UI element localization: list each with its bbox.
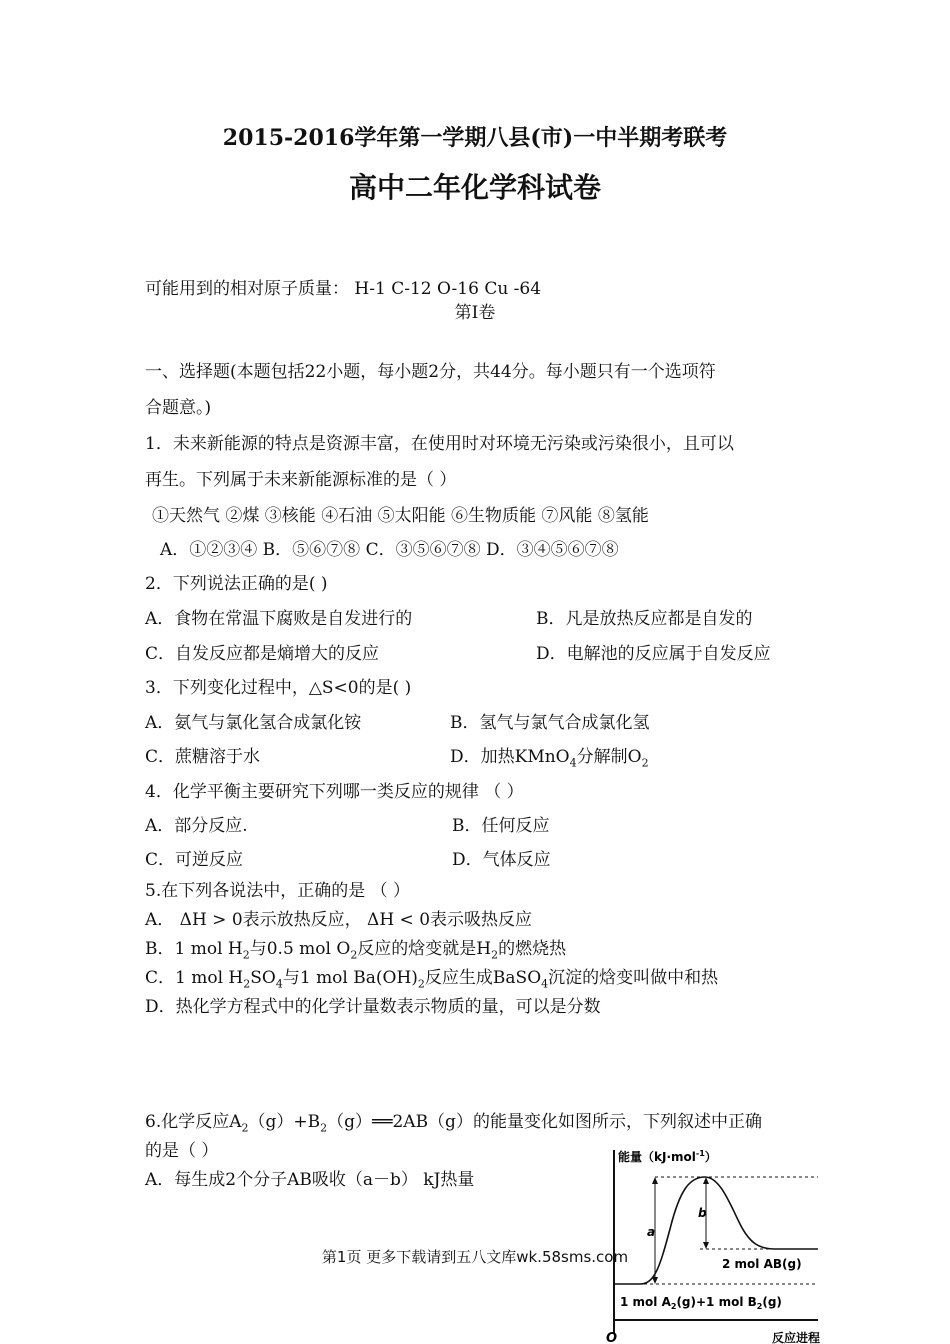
q4-option-a: A．部分反应.: [145, 816, 248, 836]
q4-option-b: B．任何反应: [452, 816, 550, 836]
q3-option-d: D．加热KMnO$_4$分解制$O_2$: [450, 747, 649, 770]
exam-title: 高中二年化学科试卷: [348, 171, 601, 204]
q2-option-c: C．自发反应都是熵增大的反应: [145, 644, 380, 664]
x-axis-label: 反应进程: [772, 1331, 820, 1344]
y-axis-label: 能量（kJ·mol$^{-1}$）: [618, 1149, 717, 1164]
q3-stem: 3．下列变化过程中，△S<0的是( ): [145, 678, 412, 698]
q5-option-d: D．热化学方程式中的化学计量数表示物质的量，可以是分数: [145, 997, 601, 1017]
energy-diagram: [600, 1144, 820, 1344]
q1-stem-cont: 再生。下列属于未来新能源标准的是（ ）: [145, 470, 457, 490]
q6-option-a: A．每生成2个分子AB吸收（a－b） kJ热量: [145, 1170, 475, 1190]
q1-items: ①天然气 ②煤 ③核能 ④石油 ⑤太阳能 ⑥生物质能 ⑦风能 ⑧氢能: [152, 506, 649, 526]
page-footer: 第1页 更多下载请到五八文库wk.58sms.com: [321, 1248, 629, 1266]
q6-stem-cont: 的是（ ）: [145, 1141, 219, 1161]
q1-stem: 1．未来新能源的特点是资源丰富，在使用时对环境无污染或污染很小，且可以: [145, 434, 734, 454]
q5-option-c: C．1 mol $H_2SO_4$与1 mol $Ba(OH)_2$反应生成BaSO$_4$沉淀的焓变叫做中和热: [145, 968, 719, 991]
q3-option-c: C．蔗糖溶于水: [145, 747, 261, 767]
q2-stem: 2．下列说法正确的是( ): [145, 574, 328, 594]
q5-option-a: A． ΔH > 0表示放热反应， ΔH < 0表示吸热反应: [145, 910, 533, 930]
volume-label: 第Ⅰ卷: [454, 303, 496, 323]
q5-option-b: B．1 mol $H_2$与0.5 mol $O_2$反应的焓变就是$H_2$的燃烧热: [145, 939, 567, 962]
q1-options: A．①②③④ B．⑤⑥⑦⑧ C．③⑤⑥⑦⑧ D．③④⑤⑥⑦⑧: [160, 540, 619, 560]
section-heading: 一、选择题(本题包括22小题，每小题2分，共44分。每小题只有一个选项符: [145, 362, 716, 382]
label-a: a: [647, 1225, 656, 1239]
q4-option-c: C．可逆反应: [145, 850, 244, 870]
q4-option-d: D．气体反应: [452, 850, 551, 870]
q3-option-b: B．氢气与氯气合成氯化氢: [450, 713, 650, 733]
exam-header-line1: 2015-2016学年第一学期八县(市)一中半期考联考: [222, 125, 728, 151]
section-heading-cont: 合题意。): [145, 398, 212, 418]
q3-option-a: A．氨气与氯化氢合成氯化铵: [145, 713, 362, 733]
label-b: b: [698, 1206, 707, 1220]
q2-option-a: A．食物在常温下腐败是自发进行的: [145, 609, 413, 629]
reactant-label: 1 mol $A_2(g)+1$ mol $B_2(g)$: [620, 1295, 782, 1311]
q2-option-d: D．电解池的反应属于自发反应: [536, 644, 771, 664]
q4-stem: 4．化学平衡主要研究下列哪一类反应的规律 （ ）: [145, 782, 524, 802]
product-label: 2 mol AB(g): [722, 1257, 802, 1271]
q6-stem: 6.化学反应$A_2(g)+B_2(g)══2AB(g)$的能量变化如图所示，下列叙述中正确: [145, 1112, 762, 1135]
origin-label: O: [606, 1331, 618, 1344]
atomic-mass-line: 可能用到的相对原子质量： H-1 C-12 O-16 Cu -64: [145, 279, 542, 299]
q5-stem: 5.在下列各说法中，正确的是 （ ）: [145, 881, 411, 901]
a-arrow-head-top: [652, 1177, 658, 1184]
q2-option-b: B．凡是放热反应都是自发的: [536, 609, 753, 629]
